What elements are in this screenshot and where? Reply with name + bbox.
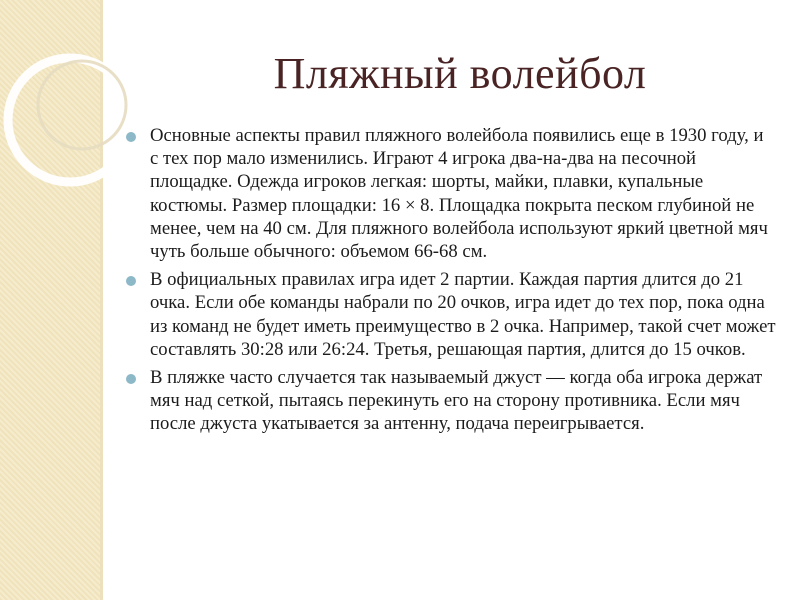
bullet-text: В официальных правилах игра идет 2 партии. Каждая партия длится до 21 очка. Если обе команды набрали по 20 очков, игра идет до тех пор, пока одна из команд не будет иметь преимущество в 2 очка. Например, такой счет может составлять 30:28 или 26:24. Третья, решающая партия, длится до 15 очков.: [150, 269, 776, 360]
bullet-item: [126, 124, 776, 263]
bullet-text: В пляжке часто случается так называемый джуст — когда оба игрока держат мяч над сеткой, пытаясь перекинуть его на сторону противника. Если мяч после джуста укатывается за антенну, подача переигрывается.: [150, 367, 763, 435]
slide-title: Пляжный волейбол: [273, 49, 647, 98]
bullet-item: [126, 268, 776, 361]
bullet-dot-icon: [126, 132, 136, 142]
bullet-dot-icon: [126, 374, 136, 384]
bullet-text: Основные аспекты правил пляжного волейбола появились еще в 1930 году, и с тех пор мало изменились. Играют 4 игрока два-на-два на песочной площадке. Одежда игроков легкая: шорты, майки, плавки, купальные костюмы. Размер площадки: 16 × 8. Площадка покрыта песком глубиной не менее, чем на 40 см. Для пляжного волейбола используют яркий цветной мяч чуть больше обычного: объемом 66-68 см.: [150, 125, 768, 263]
bullet-item: [126, 366, 776, 436]
bullet-list: [126, 124, 776, 441]
decorative-ring-small: [38, 61, 126, 149]
decorative-ring-large: [8, 58, 132, 182]
bullet-dot-icon: [126, 276, 136, 286]
